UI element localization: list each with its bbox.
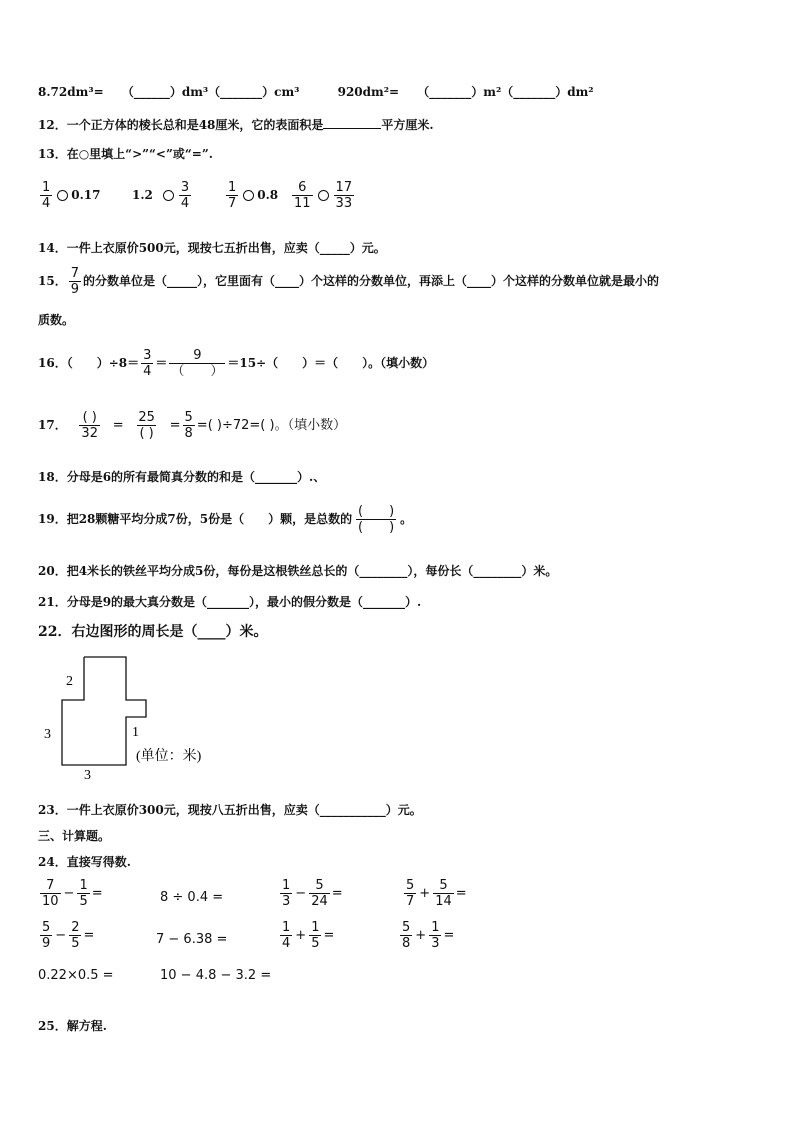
compare-circle[interactable] bbox=[243, 190, 254, 201]
calc-item: $\frac{5}{7}$ + $\frac{5}{14}$ = bbox=[406, 878, 467, 909]
label-3-left: 3 bbox=[44, 727, 51, 742]
label-3-bottom: 3 bbox=[84, 768, 91, 783]
calc-item: 8 ÷ 0.4 = bbox=[160, 890, 224, 905]
question-23: 23．一件上衣原价300元，现按八五折出售，应卖（___________）元。 bbox=[38, 803, 422, 817]
question-24: 24．直接写得数. bbox=[38, 855, 131, 869]
q22-text: 右边图形的周长是（____）米。 bbox=[71, 624, 268, 640]
question-11 bbox=[38, 84, 594, 100]
calc-item: 7 − 6.38 = bbox=[156, 932, 228, 947]
q13-text: 在○里填上“>”“<”或“=”. bbox=[66, 147, 213, 161]
calc-item: $\frac{5}{8}$ + $\frac{1}{3}$ = bbox=[402, 920, 455, 951]
q13-number: 13． bbox=[38, 147, 67, 161]
question-17: 17． $\frac{( )}{32}$ = $\frac{25}{( )}$ = $\frac{5}{8}$ =( )÷72=( )。（填小数） bbox=[38, 410, 347, 441]
calc-item: 10 − 4.8 − 3.2 = bbox=[160, 968, 272, 983]
compare-circle[interactable] bbox=[57, 190, 68, 201]
q15-text: 的分数单位是（_____），它里面有（____）个这样的分数单位，再添上（____）个这样的分数单位就是最小的 bbox=[82, 274, 659, 288]
q23-text: 一件上衣原价300元，现按八五折出售，应卖（___________）元。 bbox=[66, 803, 422, 817]
q12-tail: 平方厘米. bbox=[381, 118, 434, 132]
compare-circle[interactable] bbox=[163, 190, 174, 201]
question-13 bbox=[38, 146, 213, 162]
perimeter-figure bbox=[38, 650, 238, 785]
q13-compare-1: $\frac{1}{4}$ 0.17 bbox=[42, 180, 101, 211]
q11-part-c: 920dm²= bbox=[337, 85, 400, 99]
q13-compare-3: $\frac{1}{7}$ 0.8 bbox=[228, 180, 279, 211]
q18-text: 分母是6的所有最简真分数的和是（_______）.、 bbox=[66, 470, 326, 484]
question-12 bbox=[38, 116, 434, 133]
question-20: 20．把4米长的铁丝平均分成5份，每份是这根铁丝总长的（________），每份长（________）米。 bbox=[38, 564, 558, 578]
q11-part-a: 8.72dm³= bbox=[38, 85, 104, 99]
q13-compare-4: $\frac{6}{11}$ $\frac{17}{33}$ bbox=[294, 180, 353, 211]
q21-text: 分母是9的最大真分数是（_______），最小的假分数是（_______）. bbox=[66, 595, 422, 609]
q20-text: 把4米长的铁丝平均分成5份，每份是这根铁丝总长的（________），每份长（________）米。 bbox=[66, 564, 558, 578]
question-22: 22．右边图形的周长是（____）米。 bbox=[38, 624, 268, 640]
question-25: 25．解方程. bbox=[38, 1019, 107, 1033]
calc-item: $\frac{1}{3}$ − $\frac{5}{24}$ = bbox=[282, 878, 343, 909]
compare-circle[interactable] bbox=[318, 190, 329, 201]
q25-text: 解方程. bbox=[66, 1019, 107, 1033]
question-14: 14．一件上衣原价500元，现按七五折出售，应卖（_____）元。 bbox=[38, 241, 386, 255]
question-21: 21．分母是9的最大真分数是（_______），最小的假分数是（_______）. bbox=[38, 595, 422, 609]
q12-text: 一个正方体的棱长总和是48厘米，它的表面积是 bbox=[66, 118, 324, 132]
calc-item: $\frac{5}{9}$ − $\frac{2}{5}$ = bbox=[42, 920, 95, 951]
q13-compare-2: 1.2 $\frac{3}{4}$ bbox=[132, 180, 190, 211]
unit-label: (单位：米) bbox=[136, 749, 202, 764]
section-3-heading: 三、计算题。 bbox=[38, 829, 111, 843]
q19-text: 把28颗糖平均分成7份，5份是（ ）颗，是总数的 bbox=[66, 512, 353, 526]
label-1: 1 bbox=[132, 725, 139, 740]
calc-item: $\frac{1}{4}$ + $\frac{1}{5}$ = bbox=[282, 920, 335, 951]
figure-outline bbox=[62, 657, 146, 765]
question-16: 16．（ ）÷8＝ $\frac{3}{4}$ ＝ $\frac{9}{( )}$ ＝15÷（ ）＝（ ）。（填小数） bbox=[38, 348, 435, 379]
q14-text: 一件上衣原价500元，现按七五折出售，应卖（_____）元。 bbox=[66, 241, 386, 255]
q12-answer-blank[interactable] bbox=[323, 116, 381, 129]
question-15: 15． $\frac{7}{9}$ 的分数单位是（_____），它里面有（____）个这样的分数单位，再添上（____）个这样的分数单位就是最小的 bbox=[38, 266, 659, 297]
calc-item: $\frac{7}{10}$ − $\frac{1}{5}$ = bbox=[42, 878, 103, 909]
label-2: 2 bbox=[66, 674, 73, 689]
q24-text: 直接写得数. bbox=[66, 855, 131, 869]
q12-number: 12． bbox=[38, 118, 67, 132]
q11-part-b: （______）dm³（_______）cm³ bbox=[121, 85, 300, 99]
question-18: 18．分母是6的所有最简真分数的和是（_______）.、 bbox=[38, 470, 326, 484]
calc-item: 0.22×0.5 = bbox=[38, 968, 114, 983]
q11-part-d: （_______）m²（_______）dm² bbox=[417, 85, 594, 99]
question-19: 19．把28颗糖平均分成7份，5份是（ ）颗，是总数的 $\frac{( )}{( )}$ 。 bbox=[38, 504, 413, 535]
q15-line-2: 质数。 bbox=[38, 313, 75, 327]
